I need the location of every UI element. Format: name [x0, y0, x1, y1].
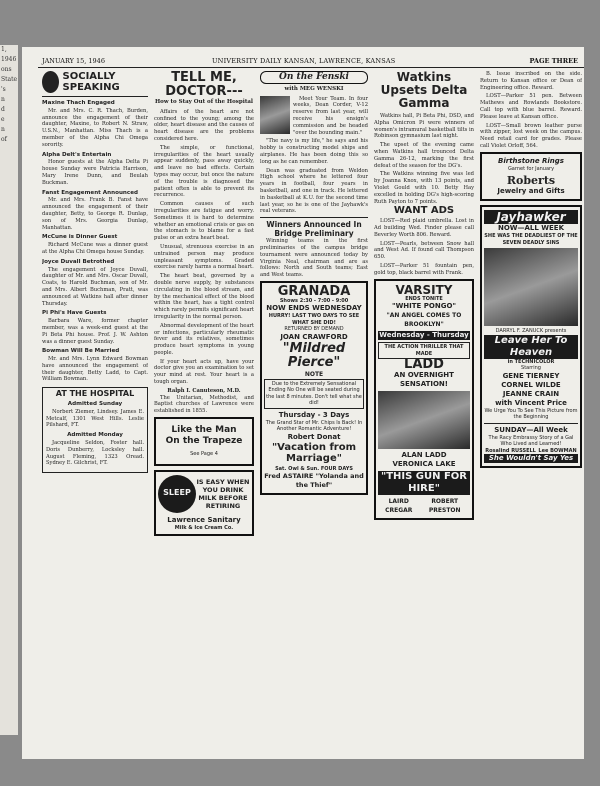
fenski-byline: with MEG WENSKI: [284, 85, 344, 92]
want-ad: LOST—Pearls, between Snow hall and West Ad. If found call Thompson 650.: [374, 240, 474, 261]
story-body: Barbara Ware, former chapter member, was a week-end guest at the Pi Beta Phi house. Prof. J. W. Ashton was a dinner guest Sunday.: [42, 318, 148, 345]
column-doctor: [154, 71, 254, 755]
doctor-title: TELL ME, DOCTOR---: [165, 71, 243, 99]
trapeze-line-2: On the Trapeze: [165, 436, 243, 447]
granada-thursday: Thursday - 3 Days: [278, 410, 350, 419]
granada-film2: "Vacation from Marriage": [271, 441, 357, 464]
milk-brand-2: Milk & Ice Cream Co.: [174, 524, 234, 531]
varsity-preston: ROBERT PRESTON: [428, 498, 461, 515]
granada-film3: Fred ASTAIRE "Yolanda and the Thief": [264, 472, 364, 490]
granada-hurry: HURRY! LAST TWO DAYS TO SEE WHAT SHE DID!: [268, 313, 360, 326]
granada-name: GRANADA: [277, 283, 351, 299]
jayhawker-sunday: SUNDAY—All Week: [484, 423, 578, 435]
want-ad: LOST—Parker 51 fountain pen, gold top, black barrel with Frank.: [374, 262, 474, 276]
jayhawker-name: Jayhawker: [484, 210, 578, 224]
jayhawker-starring: Starring: [521, 365, 541, 372]
granada-film: "Mildred Pierce": [282, 340, 346, 370]
strip-line: d: [1, 106, 5, 113]
jayhawker-star-3: JEANNE CRAIN: [502, 389, 560, 398]
story-head: Bowman Will Be Married: [42, 348, 120, 355]
hospital-body: Jacqueline Seldon, Foster hall. Doris Dunberry, Locksley hall. August Fleming, 1323 Oread. Sydney E. Gilchrist, FT.: [46, 440, 144, 467]
hospital-body: Norbert Ziemer, Lindsey. James E. Metcalf, 1301 West Hills. Leslie Pilshard, FT.: [46, 408, 144, 429]
milk-brand: Lawrence Sanitary: [167, 515, 241, 524]
tierney-wilde-photo: [484, 248, 578, 326]
hospital-box: [42, 387, 148, 473]
story-body: Mr. and Mrs. Frank B. Fanst have announced the engagement of their daughter, Betty, to George R. Dunlap, son of Mrs. Georgia Dunlap, Manhattan.: [42, 197, 148, 231]
strip-line: 1, 1946: [1, 46, 17, 63]
granada-film2-star: Robert Donat: [287, 432, 341, 441]
page-header: [22, 47, 584, 69]
lost-ad: LOST—Parker 51 pen. Between Mathews and Rowlands Bookstore. Call top with blue barrel. Reward. Please leave at Kansan office.: [480, 93, 582, 120]
varsity-veronica: VERONICA LAKE: [392, 460, 456, 469]
granada-returned: RETURNED BY DEMAND: [284, 326, 344, 333]
jayhawker-urge: We Urge You To See This Picture from the Beginning: [484, 407, 578, 421]
story-body: Mr. and Mrs. Lynn Edward Bowman have announced the engagement of their daughter, Betty Ladd, to Capt. William Bowman.: [42, 356, 148, 383]
hospital-subhead: Admitted Monday: [67, 432, 123, 439]
granada-star: JOAN CRAWFORD: [280, 332, 348, 341]
jayhawker-with: with Vincent Price: [495, 398, 567, 407]
varsity-film3: "THIS GUN FOR HIRE": [378, 471, 470, 495]
story-body: The engagement of Joyce Duvall, daughter of Mr. and Mrs. Oscar Duvall, Coats, to Harold Buchman, son of Mr. and Mrs. Albert Buchman, Pratt, was announced at Watkins hall after dinner Thursday.: [42, 266, 148, 307]
sports-headline: Watkins Upsets Delta Gamma: [380, 71, 468, 110]
column-ads: [480, 71, 582, 755]
speaker-cartoon-icon: [42, 71, 59, 93]
varsity-alan: ALAN LADD: [401, 451, 447, 460]
column-sports: [374, 71, 474, 755]
hospital-title: AT THE HOSPITAL: [55, 389, 135, 399]
granada-note-body: Due to the Extremely Sensational Ending No One will be seated during the last 8 minutes. Don't tell what she did!: [264, 379, 364, 409]
story-head: Joyce Duvall Betrothed: [42, 258, 115, 265]
want-ads-title: WANT ADS: [393, 205, 455, 217]
granada-note: NOTE: [304, 370, 324, 378]
column-society: [42, 71, 148, 755]
granada-ends: NOW ENDS WEDNESDAY: [266, 304, 362, 313]
lost-ad: LOST—Small brown leather purse with zipper, lost week on the campus. Need retail card for grades. Please call Violet Orloff, 564.: [480, 122, 582, 149]
jayhawker-now: NOW—ALL WEEK: [497, 224, 564, 233]
strip-line: of: [1, 136, 7, 143]
varsity-ends: ENDS TONITE: [405, 295, 443, 302]
varsity-film2: "AN ANGEL COMES TO BROOKLYN": [386, 312, 462, 329]
story-head: McCune is Dinner Guest: [42, 234, 118, 241]
fenski-paragraph: Meet Your Team. In four weeks, Dean Corder, V-12 reserve from last year, will receive his ensign's commission and be headed "over the bounding main.": [293, 95, 368, 136]
sleep-word: SLEEP: [163, 488, 191, 498]
bridge-headline: Winners Announced In Bridge Preliminary: [260, 217, 368, 238]
jayhawker-producer: DARRYL F. ZANUCK presents: [495, 328, 567, 335]
column-fenski: [260, 71, 368, 755]
story-head: Pi Phi's Have Guests: [42, 310, 107, 317]
doctor-paragraph: Affairs of the heart are not confined to the young; among the older, heart disease and the causes of heart disease are the problems considered here.: [154, 108, 254, 142]
varsity-ladd: LADD: [404, 357, 444, 373]
jayhawker-tag: SHE WAS THE DEADLIEST OF THE SEVEN DEADLY SINS: [484, 233, 578, 246]
header-date: JANUARY 15, 1946: [42, 57, 105, 65]
story-body: Richard McCune was a dinner guest at the Alpha Chi Omega house Sunday.: [42, 242, 148, 255]
roberts-line-3: Roberts: [506, 174, 556, 188]
doctor-paragraph: Abnormal development of the heart or infections, particularly rheumatic fever and its relatives, sometimes produce heart symptoms in young people.: [154, 322, 254, 356]
socially-speaking-banner: [42, 71, 148, 97]
doctor-paragraph: Unusual, strenuous exercise in an untrained person may produce unpleasant symptoms. Graded exercise rarely harms a normal heart.: [154, 243, 254, 271]
granada-ad: [260, 281, 368, 496]
varsity-cregar: LAIRD CREGAR: [385, 498, 413, 515]
roberts-line-2: Garnet for January: [507, 165, 555, 172]
sports-paragraph: Watkins hall, Pi Beta Phi, DSD, and Alpha Omicron Pi were winners of women's intramural basketball tilts in Robinson gymnasium last night.: [374, 113, 474, 140]
strip-line: State: [1, 76, 18, 83]
sports-paragraph: The upset of the evening came when Watkins hall trounced Delta Gamma 26-12, marking the first defeat of the season for the DG's.: [374, 142, 474, 169]
closing-note: The Unitarian, Methodist, and Baptist churches of Lawrence were established in 1855.: [154, 394, 254, 415]
want-ad: LOST—Red plaid umbrella. Lost in Ad building Wed. Finder please call Beverley Worth 806. Reward.: [374, 218, 474, 238]
jayhawker-star-2: CORNEL WILDE: [501, 380, 561, 389]
varsity-film: "WHITE PONGO": [391, 302, 457, 311]
jayhawker-racy: The Racy Embrassy Story of a Gal Who Lived and Learned!: [488, 434, 574, 448]
jayhawker-color: in TECHNICOLOR: [507, 358, 555, 365]
granada-shows: Shows 2:30 - 7:00 - 9:00: [279, 297, 349, 304]
sleep-moon-icon: [158, 475, 196, 513]
doctor-subtitle: How to Stay Out of the Hospital: [154, 99, 254, 105]
doctor-paragraph: The heart beat, governed by a double nerve supply, by substances circulating in the blood stream, and by the mechanical effect of the blood within the heart, has a tight control which rarely permits significant heart irregularity in the normal person.: [154, 273, 254, 320]
header-newspaper: UNIVERSITY DAILY KANSAN, LAWRENCE, KANSAS: [212, 57, 396, 65]
sports-paragraph: The Watkins winning five was led by Joanna Knox, with 13 points, and Violet Gould with 10. Betty Hay excelled in holding DG's high-scoring Ruth Payton to 7 points.: [374, 171, 474, 205]
varsity-ad: [374, 279, 474, 521]
jayhawker-film2: She Wouldn't Say Yes: [484, 454, 578, 463]
lost-ad: B. Issue inscribed on the side. Return to Kansan office or Dean of Engineering office. Reward.: [480, 71, 582, 91]
story-head: Maxine Thach Engaged: [42, 100, 115, 106]
strip-line: 's: [1, 86, 6, 93]
granada-thursday-body: The Grand Star of Mr. Chips Is Back! In Another Romantic Adventure!: [265, 419, 363, 433]
doctor-paragraph: If your heart acts up, have your doctor give you an examination to set your mind at rest. Your heart is a tough organ.: [154, 358, 254, 386]
ladd-lake-photo: [378, 391, 470, 449]
jayhawker-star-1: GENE TIERNEY: [502, 371, 560, 380]
milk-ad: [154, 470, 254, 537]
trapeze-line-1: Like the Man: [171, 425, 237, 436]
jayhawker-film: Leave Her To Heaven: [484, 335, 578, 359]
jayhawker-star-4: Rosalind RUSSELL: [485, 447, 536, 454]
strip-line: e: [1, 116, 5, 123]
jayhawker-ad: [480, 205, 582, 468]
bridge-body: Winning teams in the first preliminaries of the campus bridge tournament were announced today by Virginia Neal, chairman and are as follows: North and South teams; East and West teams.: [260, 238, 368, 279]
roberts-line-1: Birthstone Rings: [498, 156, 564, 165]
story-head: Fanst Engagement Announced: [42, 189, 139, 196]
roberts-ad: [480, 152, 582, 202]
socially-speaking-title: SOCIALLY SPEAKING: [62, 71, 120, 93]
milk-ad-body: IS EASY WHEN YOU DRINK MILK BEFORE RETIRING: [196, 477, 250, 510]
fenski-paragraph: Dean was graduated from Weldon High school where he lettered four years in football, four years in basketball, and one in track. He lettered in basketball at K.U. for the second time last year, so he is one of the Jayhawk's real veterans.: [260, 167, 368, 215]
fenski-paragraph: "The navy is my life," he says and his hobby is constructing model ships and airplanes. He has been doing this so long as he can remember.: [260, 138, 368, 165]
granada-sat: Sat. Owl & Sun. FOUR DAYS: [275, 465, 353, 472]
doctor-paragraph: The simple, or functional, irregularities of the heart usually appear suddenly, pass away quickly, and leave no bad effects. Certain types may occur, but once the nature of the trouble is diagnosed the patient often is able to prevent its recurrence.: [154, 144, 254, 199]
doctor-paragraph: Common causes of such irregularities are fatigue and worry. Sometimes it is hard to determine whether an emotional crisis or gas on the stomach is to blame for a fast pulse or an extra heart beat.: [154, 201, 254, 242]
adjacent-page-strip: [0, 45, 18, 735]
hospital-subhead: Admitted Sunday: [67, 401, 123, 408]
strip-line: ons: [1, 66, 12, 73]
trapeze-line-3: See Page 4: [190, 451, 218, 458]
varsity-thriller: THE ACTION THRILLER THAT MADE: [378, 342, 470, 359]
newspaper-page: [22, 47, 584, 759]
roberts-line-4: Jewelry and Gifts: [497, 187, 565, 196]
header-page-number: PAGE THREE: [529, 57, 578, 65]
athlete-photo: [260, 96, 290, 134]
society-stories: [42, 100, 148, 383]
strip-line: n: [1, 126, 5, 133]
varsity-days: Wednesday - Thursday: [379, 331, 469, 340]
story-head: Alpha Delt's Entertain: [42, 151, 112, 158]
varsity-name: VARSITY: [395, 282, 453, 297]
story-body: Mr. and Mrs. C. R. Thach, Burden, announce the engagement of their daughter, Maxine, to Robert N. Straw, U.S.N., Manhattan. Miss Thach is a member of the Alpha Chi Omega sorority.: [42, 107, 148, 148]
doctor-signature: Ralph I. Canuteson, M.D.: [167, 387, 241, 394]
jayhawker-star-5: Lee BOWMAN: [538, 447, 577, 454]
header-rule: [38, 67, 584, 68]
fenski-title: On the Fenski: [260, 71, 368, 84]
varsity-overnight: AN OVERNIGHT SENSATION!: [394, 371, 454, 389]
strip-line: n: [1, 96, 5, 103]
story-body: Honor guests at the Alpha Delta Pi house Sunday were Patricia Harrison, Mary Irene Dunn, and Beulah Buckman.: [42, 159, 148, 186]
trapeze-ad: [154, 417, 254, 466]
